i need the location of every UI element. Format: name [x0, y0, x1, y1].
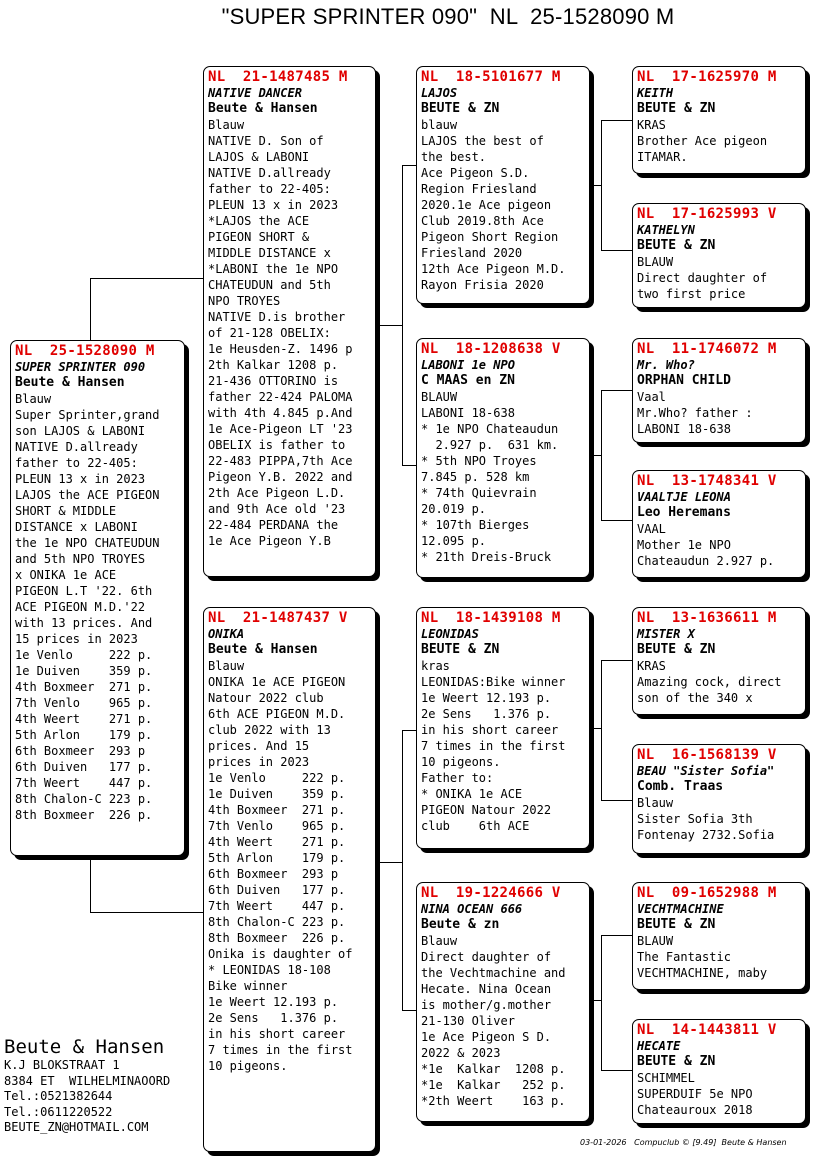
- pigeon-card-sire-sire: [416, 66, 590, 304]
- note-line: 2th Kalkar 1208 p.: [208, 358, 339, 372]
- ring-number: NL 16-1568139 V: [637, 747, 777, 763]
- note-line: 7.845 p. 528 km: [421, 470, 530, 484]
- note-line: Chateaudun 2.927 p.: [637, 554, 775, 568]
- note-line: 2022 & 2023: [421, 1046, 501, 1060]
- pigeon-notes: [421, 117, 585, 293]
- breeder-info: [4, 1036, 170, 1136]
- note-line: Amazing cock, direct: [637, 675, 782, 689]
- note-line: 1e Weert 12.193 p.: [421, 691, 552, 705]
- pigeon-card-sdd: [632, 470, 806, 578]
- owner-name: BEUTE & ZN: [637, 238, 716, 253]
- note-line: Friesland 2020: [421, 246, 523, 260]
- note-line: 4th Boxmeer 271 p.: [208, 803, 346, 817]
- note-line: 4th Boxmeer 271 p.: [15, 680, 153, 694]
- note-line: PIGEON SHORT &: [208, 230, 310, 244]
- owner-name: BEUTE & ZN: [421, 101, 500, 116]
- connector-line: [601, 120, 602, 250]
- note-line: 7th Venlo 965 p.: [208, 819, 346, 833]
- note-line: PLEUN 13 x in 2023: [208, 198, 339, 212]
- ring-number: NL 25-1528090 M: [15, 343, 155, 359]
- note-line: in his short career: [421, 723, 559, 737]
- note-line: 10 pigeons.: [421, 755, 501, 769]
- note-line: 2th Ace Pigeon L.D.: [208, 486, 346, 500]
- ring-number: NL 18-5101677 M: [421, 69, 561, 85]
- note-line: Sister Sofia 3th: [637, 812, 753, 826]
- note-line: Blauw: [637, 796, 674, 810]
- pigeon-notes: [637, 658, 801, 706]
- breeder-city: 8384 ET WILHELMINAOORD: [4, 1073, 171, 1088]
- note-line: 5th Arlon 179 p.: [208, 851, 346, 865]
- note-line: Vaal: [637, 390, 666, 404]
- note-line: kras: [421, 659, 450, 673]
- note-line: 5th Arlon 179 p.: [15, 728, 153, 742]
- breeder-address: K.J BLOKSTRAAT 1: [4, 1058, 120, 1072]
- owner-name: BEUTE & ZN: [421, 642, 500, 657]
- connector-line: [402, 730, 403, 1010]
- connector-line: [601, 935, 602, 1070]
- note-line: LAJOS the ACE PIGEON: [15, 488, 160, 502]
- ring-number: NL 19-1224666 V: [421, 885, 561, 901]
- pigeon-notes: [15, 391, 180, 823]
- note-line: 1e Weert 12.193 p.: [208, 995, 339, 1009]
- note-line: 12th Ace Pigeon M.D.: [421, 262, 566, 276]
- note-line: 1e Venlo 222 p.: [15, 648, 153, 662]
- connector-line: [376, 325, 403, 326]
- note-line: * 1e NPO Chateaudun: [421, 422, 559, 436]
- note-line: father 22-424 PALOMA: [208, 390, 353, 404]
- connector-line: [601, 520, 633, 521]
- note-line: 7th Venlo 965 p.: [15, 696, 153, 710]
- note-line: 10 pigeons.: [208, 1059, 288, 1073]
- note-line: Onika is daughter of: [208, 947, 353, 961]
- note-line: Ace Pigeon S.D.: [421, 166, 530, 180]
- note-line: SHORT & MIDDLE: [15, 504, 117, 518]
- note-line: 1e Duiven 359 p.: [15, 664, 153, 678]
- breeder-email: BEUTE_ZN@HOTMAIL.COM: [4, 1120, 149, 1134]
- note-line: Fontenay 2732.Sofia: [637, 828, 775, 842]
- note-line: 6th Duiven 177 p.: [15, 760, 153, 774]
- pigeon-name: LAJOS: [421, 86, 458, 100]
- connector-line: [402, 730, 417, 731]
- owner-name: Beute & zn: [421, 917, 500, 932]
- note-line: Blauw: [15, 392, 52, 406]
- note-line: 22-483 PIPPA,7th Ace: [208, 454, 353, 468]
- pigeon-card-dam-dam: [416, 882, 590, 1122]
- page-title: "SUPER SPRINTER 090" NL 25-1528090 M: [221, 4, 675, 29]
- note-line: 7th Weert 447 p.: [208, 899, 346, 913]
- pigeon-name: LEONIDAS: [421, 627, 479, 641]
- breeder-mobile: Tel.:0611220522: [4, 1104, 113, 1119]
- note-line: LAJOS the best of: [421, 134, 544, 148]
- pigeon-name: KEITH: [637, 86, 674, 100]
- ring-number: NL 17-1625993 V: [637, 206, 777, 222]
- note-line: Chateauroux 2018: [637, 1103, 753, 1117]
- pigeon-notes: [208, 658, 371, 1074]
- note-line: 8th Chalon-C 223 p.: [15, 792, 153, 806]
- note-line: VECHTMACHINE, maby: [637, 966, 768, 980]
- pigeon-name: ONIKA: [208, 627, 245, 641]
- pigeon-card-dsd: [632, 744, 806, 854]
- note-line: * 21th Dreis-Bruck: [421, 550, 552, 564]
- pigeon-card-dam: [203, 607, 376, 1152]
- note-line: 2e Sens 1.376 p.: [421, 707, 552, 721]
- pigeon-card-dds: [632, 882, 806, 990]
- pigeon-name: Mr. Who?: [637, 358, 695, 372]
- note-line: CHATEUDUN and 5th: [208, 278, 331, 292]
- ring-number: NL 18-1208638 V: [421, 341, 561, 357]
- note-line: PIGEON L.T '22. 6th: [15, 584, 153, 598]
- note-line: Pigeon Y.B. 2022 and: [208, 470, 353, 484]
- connector-line: [601, 800, 633, 801]
- owner-name: Leo Heremans: [637, 505, 731, 520]
- connector-line: [601, 120, 633, 121]
- breeder-name: Beute & Hansen: [4, 1036, 165, 1058]
- note-line: prices in 2023: [208, 755, 310, 769]
- pigeon-notes: [637, 117, 801, 165]
- connector-line: [601, 250, 633, 251]
- pigeon-name: LABONI 1e NPO: [421, 358, 515, 372]
- pigeon-name: NATIVE DANCER: [208, 86, 302, 100]
- note-line: Direct daughter of: [421, 950, 552, 964]
- note-line: NATIVE D.allready: [15, 440, 138, 454]
- pigeon-name: HECATE: [637, 1039, 681, 1053]
- note-line: KRAS: [637, 659, 666, 673]
- note-line: 1e Heusden-Z. 1496 p: [208, 342, 353, 356]
- note-line: 1e Venlo 222 p.: [208, 771, 346, 785]
- pigeon-card-sire: [203, 66, 376, 577]
- note-line: 7 times in the first: [208, 1043, 353, 1057]
- note-line: ONIKA 1e ACE PIGEON: [208, 675, 346, 689]
- note-line: Blauw: [208, 118, 245, 132]
- note-line: Super Sprinter,grand: [15, 408, 160, 422]
- note-line: Blauw: [208, 659, 245, 673]
- note-line: Rayon Frisia 2020: [421, 278, 544, 292]
- note-line: Direct daughter of: [637, 271, 768, 285]
- note-line: son LAJOS & LABONI: [15, 424, 146, 438]
- owner-name: BEUTE & ZN: [637, 642, 716, 657]
- connector-line: [402, 1010, 417, 1011]
- owner-name: C MAAS en ZN: [421, 373, 515, 388]
- note-line: of 21-128 OBELIX:: [208, 326, 331, 340]
- pigeon-card-sss: [632, 66, 806, 174]
- note-line: club 2022 with 13: [208, 723, 331, 737]
- note-line: BLAUW: [637, 255, 674, 269]
- ring-number: NL 17-1625970 M: [637, 69, 777, 85]
- connector-line: [376, 862, 403, 863]
- note-line: 4th Weert 271 p.: [208, 835, 346, 849]
- note-line: *LABONI the 1e NPO: [208, 262, 339, 276]
- note-line: * 107th Bierges: [421, 518, 530, 532]
- owner-name: BEUTE & ZN: [637, 917, 716, 932]
- note-line: SUPERDUIF 5e NPO: [637, 1087, 753, 1101]
- note-line: Pigeon Short Region: [421, 230, 559, 244]
- note-line: 6th Boxmeer 293 p: [208, 867, 339, 881]
- pigeon-name: BEAU "Sister Sofia": [637, 764, 775, 778]
- note-line: NPO TROYES: [208, 294, 281, 308]
- note-line: blauw: [421, 118, 458, 132]
- pigeon-name: SUPER SPRINTER 090: [15, 360, 146, 374]
- note-line: SCHIMMEL: [637, 1071, 695, 1085]
- note-line: *1e Kalkar 1208 p.: [421, 1062, 566, 1076]
- ring-number: NL 21-1487485 M: [208, 69, 348, 85]
- note-line: PIGEON Natour 2022: [421, 803, 552, 817]
- pigeon-card-dam-sire: [416, 607, 590, 849]
- pigeon-notes: [421, 933, 585, 1109]
- ring-number: NL 09-1652988 M: [637, 885, 777, 901]
- note-line: the best.: [421, 150, 487, 164]
- note-line: and 5th NPO TROYES: [15, 552, 146, 566]
- note-line: x ONIKA 1e ACE: [15, 568, 117, 582]
- note-line: 4th Weert 271 p.: [15, 712, 153, 726]
- pigeon-card-sire-dam: [416, 338, 590, 578]
- note-line: BLAUW: [637, 934, 674, 948]
- note-line: 7 times in the first: [421, 739, 566, 753]
- note-line: LABONI 18-638: [421, 406, 515, 420]
- pigeon-notes: [637, 521, 801, 569]
- owner-name: Comb. Traas: [637, 779, 724, 794]
- note-line: *2th Weert 163 p.: [421, 1094, 566, 1108]
- note-line: Blauw: [421, 934, 458, 948]
- pigeon-name: VECHTMACHINE: [637, 902, 724, 916]
- note-line: two first price: [637, 287, 746, 301]
- note-line: with 13 prices. And: [15, 616, 153, 630]
- note-line: Hecate. Nina Ocean: [421, 982, 552, 996]
- note-line: the Vechtmachine and: [421, 966, 566, 980]
- note-line: father to 22-405:: [15, 456, 138, 470]
- connector-line: [402, 465, 417, 466]
- note-line: 2e Sens 1.376 p.: [208, 1011, 339, 1025]
- note-line: and 9th Ace old '23: [208, 502, 346, 516]
- pigeon-notes: [421, 658, 585, 834]
- note-line: ITAMAR.: [637, 150, 688, 164]
- connector-line: [402, 165, 417, 166]
- footer-credit: 03-01-2026 Compuclub © [9.49] Beute & Hansen: [580, 1138, 787, 1147]
- owner-name: BEUTE & ZN: [637, 101, 716, 116]
- connector-line: [601, 935, 633, 936]
- connector-line: [90, 856, 91, 912]
- note-line: 20.019 p.: [421, 502, 487, 516]
- connector-line: [601, 390, 602, 520]
- ring-number: NL 13-1636611 M: [637, 610, 777, 626]
- note-line: NATIVE D.allready: [208, 166, 331, 180]
- note-line: OBELIX is father to: [208, 438, 346, 452]
- note-line: Region Friesland: [421, 182, 537, 196]
- note-line: 1e Ace Pigeon Y.B: [208, 534, 331, 548]
- note-line: VAAL: [637, 522, 666, 536]
- note-line: Natour 2022 club: [208, 691, 324, 705]
- note-line: Brother Ace pigeon: [637, 134, 768, 148]
- note-line: MIDDLE DISTANCE x: [208, 246, 331, 260]
- pigeon-card-ssd: [632, 203, 806, 308]
- owner-name: Beute & Hansen: [15, 375, 125, 390]
- pigeon-notes: [637, 1070, 801, 1118]
- note-line: * 5th NPO Troyes: [421, 454, 537, 468]
- connector-line: [90, 278, 204, 279]
- note-line: LEONIDAS:Bike winner: [421, 675, 566, 689]
- pigeon-name: NINA OCEAN 666: [421, 902, 523, 916]
- ring-number: NL 11-1746072 M: [637, 341, 777, 357]
- note-line: the 1e NPO CHATEUDUN: [15, 536, 160, 550]
- note-line: 1e Ace Pigeon S D.: [421, 1030, 552, 1044]
- note-line: 6th ACE PIGEON M.D.: [208, 707, 346, 721]
- note-line: PLEUN 13 x in 2023: [15, 472, 146, 486]
- note-line: 21-436 OTTORINO is: [208, 374, 339, 388]
- breeder-phone: Tel.:0521382644: [4, 1089, 113, 1103]
- note-line: * 74th Quievrain: [421, 486, 537, 500]
- connector-line: [601, 1070, 633, 1071]
- note-line: 21-130 Oliver: [421, 1014, 515, 1028]
- note-line: Bike winner: [208, 979, 288, 993]
- note-line: *1e Kalkar 252 p.: [421, 1078, 566, 1092]
- note-line: ACE PIGEON M.D.'22: [15, 600, 146, 614]
- note-line: Mr.Who? father :: [637, 406, 753, 420]
- pigeon-notes: [637, 795, 801, 843]
- note-line: DISTANCE x LABONI: [15, 520, 138, 534]
- ring-number: NL 14-1443811 V: [637, 1022, 777, 1038]
- note-line: The Fantastic: [637, 950, 731, 964]
- note-line: LAJOS & LABONI: [208, 150, 310, 164]
- note-line: prices. And 15: [208, 739, 310, 753]
- note-line: club 6th ACE: [421, 819, 530, 833]
- note-line: Father to:: [421, 771, 494, 785]
- connector-line: [601, 390, 633, 391]
- note-line: Mother 1e NPO: [637, 538, 731, 552]
- note-line: 8th Boxmeer 226 p.: [208, 931, 346, 945]
- note-line: 1e Duiven 359 p.: [208, 787, 346, 801]
- pigeon-name: MISTER X: [637, 627, 695, 641]
- pigeon-name: VAALTJE LEONA: [637, 490, 731, 504]
- owner-name: BEUTE & ZN: [637, 1054, 716, 1069]
- note-line: with 4th 4.845 p.And: [208, 406, 353, 420]
- note-line: 1e Ace-Pigeon LT '23: [208, 422, 353, 436]
- pigeon-notes: [421, 389, 585, 565]
- note-line: 6th Boxmeer 293 p: [15, 744, 146, 758]
- connector-line: [90, 912, 204, 913]
- note-line: is mother/g.mother: [421, 998, 552, 1012]
- connector-line: [402, 165, 403, 465]
- pigeon-notes: [637, 389, 801, 437]
- pigeon-card-subject: [10, 340, 185, 856]
- note-line: *LAJOS the ACE: [208, 214, 310, 228]
- pigeon-notes: [637, 933, 801, 981]
- connector-line: [601, 660, 633, 661]
- owner-name: Beute & Hansen: [208, 642, 318, 657]
- note-line: KRAS: [637, 118, 666, 132]
- pigeon-card-dss: [632, 607, 806, 715]
- pigeon-card-ddd: [632, 1019, 806, 1124]
- note-line: 2.927 p. 631 km.: [421, 438, 559, 452]
- connector-line: [90, 278, 91, 340]
- ring-number: NL 13-1748341 V: [637, 473, 777, 489]
- note-line: NATIVE D.is brother: [208, 310, 346, 324]
- ring-number: NL 18-1439108 M: [421, 610, 561, 626]
- note-line: 22-484 PERDANA the: [208, 518, 339, 532]
- note-line: son of the 340 x: [637, 691, 753, 705]
- note-line: 2020.1e Ace pigeon: [421, 198, 552, 212]
- note-line: 8th Chalon-C 223 p.: [208, 915, 346, 929]
- note-line: BLAUW: [421, 390, 458, 404]
- note-line: 8th Boxmeer 226 p.: [15, 808, 153, 822]
- ring-number: NL 21-1487437 V: [208, 610, 348, 626]
- note-line: 6th Duiven 177 p.: [208, 883, 346, 897]
- pigeon-card-sds: [632, 338, 806, 443]
- note-line: LABONI 18-638: [637, 422, 731, 436]
- note-line: NATIVE D. Son of: [208, 134, 324, 148]
- note-line: Club 2019.8th Ace: [421, 214, 544, 228]
- note-line: father to 22-405:: [208, 182, 331, 196]
- owner-name: Beute & Hansen: [208, 101, 318, 116]
- note-line: * LEONIDAS 18-108: [208, 963, 331, 977]
- pigeon-notes: [208, 117, 371, 549]
- note-line: * ONIKA 1e ACE: [421, 787, 523, 801]
- note-line: 12.095 p.: [421, 534, 487, 548]
- connector-line: [601, 660, 602, 800]
- pigeon-notes: [637, 254, 801, 302]
- note-line: in his short career: [208, 1027, 346, 1041]
- owner-name: ORPHAN CHILD: [637, 373, 731, 388]
- note-line: 7th Weert 447 p.: [15, 776, 153, 790]
- pigeon-name: KATHELYN: [637, 223, 695, 237]
- note-line: 15 prices in 2023: [15, 632, 138, 646]
